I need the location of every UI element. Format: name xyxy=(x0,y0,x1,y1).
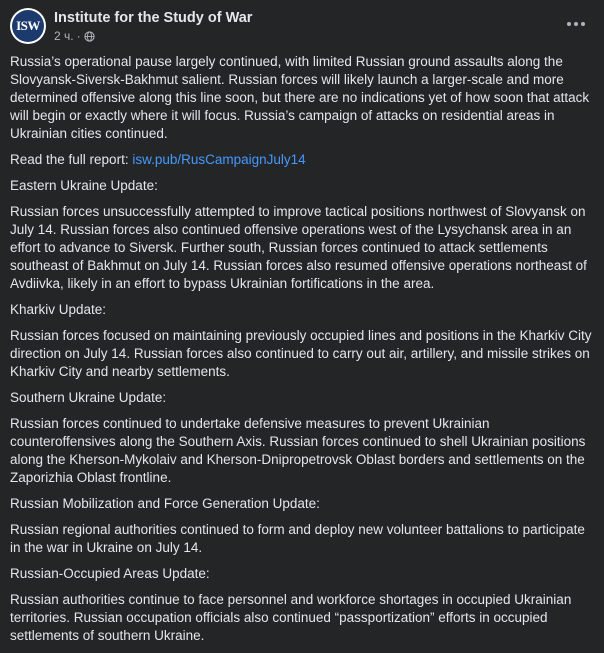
report-line xyxy=(10,151,594,169)
section-heading-mobilization: Russian Mobilization and Force Generation Update: xyxy=(10,496,320,511)
post-content xyxy=(10,53,594,653)
section-body-southern: Russian forces continued to undertake defensive measures to prevent Ukrainian counteroffensives along the Southern Axis. Russian forces continued to shell Ukrainian positions along the Kherson-Mykolaiv and Kherson-Dnipropetrovsk Oblast borders and settlements on the Zaporizhia Oblast frontline. xyxy=(10,416,586,485)
avatar[interactable] xyxy=(10,8,46,44)
section-body-occupied: Russian authorities continue to face personnel and workforce shortages in occupied Ukrainian territories. Russian occupation officials also continued “passportization” efforts in occupied settlements of southern Ukraine. xyxy=(10,592,572,643)
section-body-kharkiv: Russian forces focused on maintaining previously occupied lines and positions in the Kharkiv City direction on July 14. Russian forces also continued to carry out air, artillery, and missile strikes on Kharkiv City and nearby settlements. xyxy=(10,328,592,379)
section-heading-occupied: Russian-Occupied Areas Update: xyxy=(10,566,210,581)
post-meta xyxy=(54,29,95,43)
more-dots-icon xyxy=(567,22,571,26)
post-time[interactable]: 2 ч. xyxy=(54,29,74,43)
author-name[interactable]: Institute for the Study of War xyxy=(54,10,253,26)
section-heading-southern: Southern Ukraine Update: xyxy=(10,390,167,405)
report-link[interactable]: isw.pub/RusCampaignJuly14 xyxy=(132,152,306,167)
post-header xyxy=(10,8,594,44)
section-body-mobilization: Russian regional authorities continued to form and deploy new volunteer battalions to participate in the war in Ukraine on July 14. xyxy=(10,522,585,555)
section-heading-eastern: Eastern Ukraine Update: xyxy=(10,178,158,193)
section-heading-kharkiv: Kharkiv Update: xyxy=(10,302,107,317)
more-options-button[interactable] xyxy=(564,12,588,36)
section-body-eastern: Russian forces unsuccessfully attempted to improve tactical positions northwest of Slovyansk on July 14. Russian forces also continued offensive operations west of the Lysychansk area in an effort to advance to Siversk. Further south, Russian forces continued to attack settlements southeast of Bakhmut on July 14. Russian forces also resumed offensive operations northeast of Avdiivka, likely in an effort to bypass Ukrainian fortifications in the area. xyxy=(10,204,587,291)
report-prefix: Read the full report: xyxy=(10,152,133,167)
globe-icon[interactable] xyxy=(84,31,95,42)
isw-logo: ISW xyxy=(12,10,44,42)
meta-separator: · xyxy=(76,29,81,43)
post-intro: Russia’s operational pause largely continued, with limited Russian ground assaults along the Slovyansk-Siversk-Bakhmut salient. Russian forces will likely launch a larger-scale and more determined offensive along this line soon, but there are no indications yet of how soon that attack will begin or exactly where it will focus. Russia’s campaign of attacks on residential areas in Ukrainian cities continued. xyxy=(10,54,590,141)
